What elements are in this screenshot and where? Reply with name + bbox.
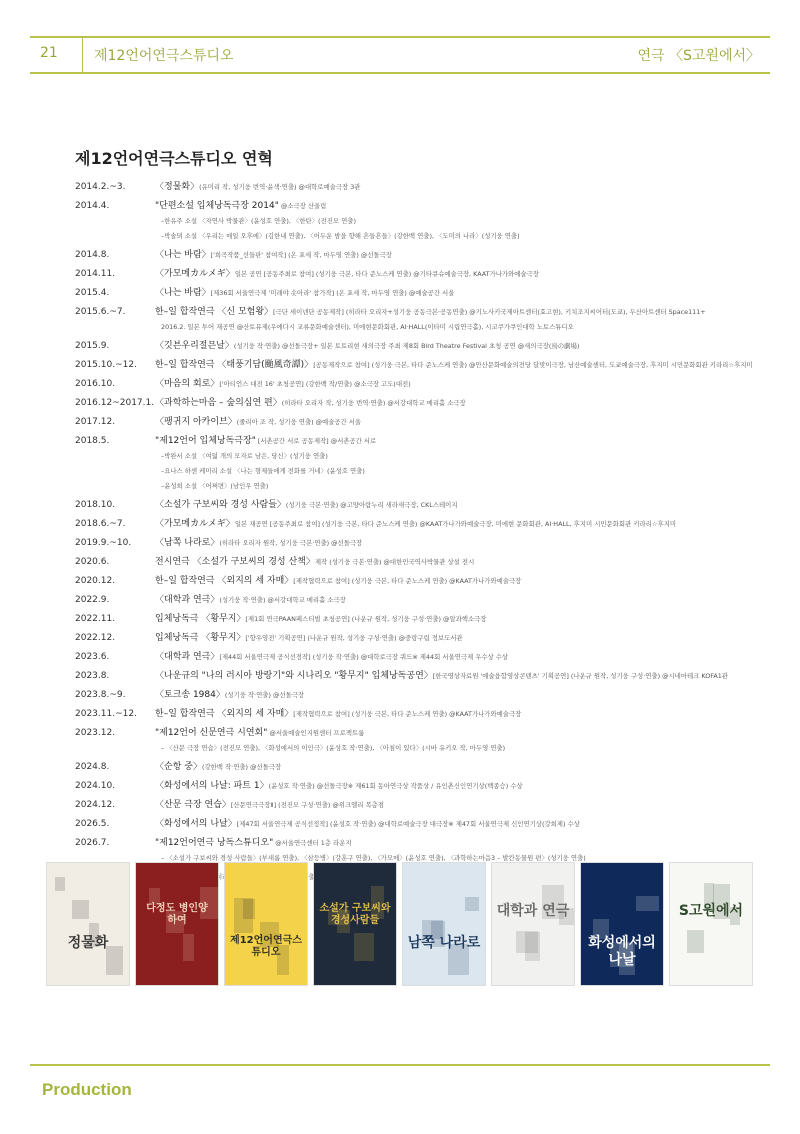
history-row <box>75 517 765 532</box>
history-row <box>75 798 765 813</box>
history-content <box>155 707 765 722</box>
work-info: @서울연극센터 1층 라운지 <box>273 839 352 847</box>
poster-title: 대학과 연극 <box>496 903 570 919</box>
history-row <box>75 267 765 282</box>
poster-title: S고원에서 <box>678 903 744 919</box>
poster-art <box>403 863 486 986</box>
history-content <box>155 358 765 373</box>
poster-title: 남쪽 나라로 <box>407 935 481 951</box>
work-info: –박완서 소설 〈여덟 개의 모자로 남은, 당신〉(성기웅 연출) <box>161 452 328 460</box>
poster-shape <box>636 896 659 911</box>
production-poster <box>580 862 664 986</box>
history-content <box>155 741 765 756</box>
header-right-title: 연극 〈S고원에서〉 <box>637 48 760 64</box>
poster-title: 다정도 병인양 하여 <box>146 903 208 926</box>
work-info: (성기웅 극본·연출) @고양아람누리 새라새극장, CKL스테이지 <box>285 501 458 509</box>
history-date: 2014.8. <box>75 250 110 260</box>
work-title: 〈팽귀지 아카이브〉 <box>155 417 237 427</box>
history-subrow <box>75 741 765 756</box>
history-content <box>155 434 765 449</box>
poster-art <box>47 863 130 986</box>
poster-art <box>225 863 308 986</box>
work-title: 〈마음의 회로〉 <box>155 379 220 389</box>
history-date: 2019.9.~10. <box>75 538 132 548</box>
poster-shape <box>234 898 253 933</box>
work-title: 〈깃븐우리절믄날〉 <box>155 341 234 351</box>
work-title: 〈가모메カルメギ〉 <box>155 269 235 279</box>
footer-label: Production <box>42 1080 132 1099</box>
history-date: 2014.2.~3. <box>75 182 126 192</box>
history-date: 2026.7. <box>75 838 110 848</box>
work-info: ['희곡작품_선들판' 참여작] (온 포세 작, 마두영 연출) @선돌극장 <box>210 251 392 259</box>
history-date: 2014.11. <box>75 269 116 279</box>
history-content <box>155 779 765 794</box>
history-row <box>75 707 765 722</box>
history-content <box>155 199 765 214</box>
section-title: 제12언어연극스튜디오 <box>94 48 234 64</box>
work-info: @소극장 산울림 <box>278 202 327 210</box>
history-date: 2022.11. <box>75 614 116 624</box>
work-info: [극단 세이넨단 공동제작] (히라타 오리자+성기웅 공동극본·공동연출) @기노사키국제아트센터(효고현), 키치조지씨어터(도쿄), 두산아트센터 Space111+ <box>273 308 706 316</box>
history-content <box>155 464 765 479</box>
history-content <box>155 517 765 532</box>
history-date: 2022.12. <box>75 633 116 643</box>
history-row <box>75 358 765 373</box>
poster-shape <box>55 877 65 891</box>
work-info: (유미리 작, 성기웅 번역·윤색·연출) @대학로예술극장 3관 <box>199 183 361 191</box>
history-row <box>75 305 765 320</box>
work-info: 일본 재공연 [공동주최로 참여] (성기웅 극본, 타다 준노스케 연출) @KAAT가나가와예술극장, 미에현 문화회관, AI·HALL, 후지미 시민문화회관 키라리☆후지미 <box>234 520 677 528</box>
work-title: "단편소설 입체낭독극장 2014" <box>155 201 279 211</box>
history-row <box>75 836 765 851</box>
work-info: [산문연극극장Ⅱ] (전진모 구성·연출) @위크엘리 복층점 <box>230 801 385 809</box>
history-subrow <box>75 449 765 464</box>
work-title: 〈정물화〉 <box>155 182 200 192</box>
history-content <box>155 688 765 703</box>
history-content <box>155 536 765 551</box>
history-date: 2026.5. <box>75 819 110 829</box>
history-date: 2024.12. <box>75 800 116 810</box>
history-date: 2018.10. <box>75 500 116 510</box>
history-row <box>75 377 765 392</box>
history-subrow <box>75 320 765 335</box>
work-title: 〈순항 중〉 <box>155 762 202 772</box>
history-date: 2016.10. <box>75 379 116 389</box>
history-row <box>75 396 765 411</box>
history-date: 2023.11.~12. <box>75 709 137 719</box>
work-title: 〈화성에서의 나날: 파트 1〉 <box>155 781 269 791</box>
history-row <box>75 631 765 646</box>
history-content <box>155 267 765 282</box>
history-content <box>155 760 765 775</box>
work-title: "제12언어연극 낭독스튜디오" <box>155 838 274 848</box>
poster-art <box>670 863 753 986</box>
history-content <box>155 798 765 813</box>
work-info: ['아티언스 대전 16' 초청공연] (강한백 작/연출) @소극장 고도(대전) <box>219 380 411 388</box>
history-content <box>155 817 765 832</box>
history-date: 2015.6.~7. <box>75 307 126 317</box>
work-info: [제36회 서울연극제 '미래야 솟아라' 참가작] (온 포세 작, 마두영 연출) @예술공간 서울 <box>210 289 455 297</box>
work-info: –윤성희 소설 〈어쩌면〉(남인우 연출) <box>161 482 269 490</box>
header-bar <box>30 36 770 74</box>
history-list <box>75 180 765 885</box>
production-poster <box>491 862 575 986</box>
work-info: (성기웅 작·연출) @서강대학교 메리홀 소극장 <box>219 596 346 604</box>
history-content <box>155 305 765 320</box>
work-info: @서울예술인지원센터 프로젝트룸 <box>267 729 365 737</box>
history-content <box>155 248 765 263</box>
history-content <box>155 593 765 608</box>
poster-title: 제12언어연극스튜디오 <box>230 935 302 958</box>
history-date: 2024.8. <box>75 762 110 772</box>
history-date: 2020.6. <box>75 557 110 567</box>
history-date: 2023.12. <box>75 728 116 738</box>
history-date: 2023.8. <box>75 671 110 681</box>
production-poster <box>669 862 753 986</box>
history-content <box>155 726 765 741</box>
history-date: 2015.9. <box>75 341 110 351</box>
history-row <box>75 248 765 263</box>
history-date: 2016.12~2017.1. <box>75 398 155 408</box>
work-title: "제12언어 입체낭독극장" <box>155 436 256 446</box>
work-title: 〈남쪽 나라로〉 <box>155 538 220 548</box>
work-info: (강한백 작·연출) @선돌극장 <box>201 763 282 771</box>
history-row <box>75 817 765 832</box>
history-content <box>155 320 765 335</box>
work-title: 〈가모메カルメギ〉 <box>155 519 235 529</box>
work-title: 입체낭독극 〈황무지〉 <box>155 614 246 624</box>
work-info: [한국영상자료원 '예술융합영상콘텐츠' 기획공연] (나운규 원작, 성기웅 구성·연출) @시네마테크 KOFA1관 <box>432 672 728 680</box>
work-title: 입체낭독극 〈황무지〉 <box>155 633 246 643</box>
history-row <box>75 779 765 794</box>
history-row <box>75 555 765 570</box>
work-info: –요나스 하센 케미리 소설 〈나는 형제들에게 전화를 거네〉(윤성호 연출) <box>161 467 365 475</box>
history-row <box>75 650 765 665</box>
history-date: 2017.12. <box>75 417 116 427</box>
history-subrow <box>75 479 765 494</box>
history-content <box>155 377 765 392</box>
history-date: 2018.5. <box>75 436 110 446</box>
work-title: 〈나는 바람〉 <box>155 250 211 260</box>
history-content <box>155 612 765 627</box>
history-row <box>75 536 765 551</box>
history-row <box>75 180 765 195</box>
work-info: – 〈산문 극장 연습〉(전진모 연출), 〈화성에서의 이인극〉(윤성호 작·연출), 〈아침이 있다〉(시바 유키오 작, 마두영 연출) <box>161 744 506 752</box>
history-subrow <box>75 464 765 479</box>
poster-strip <box>46 862 753 986</box>
history-content <box>155 415 765 430</box>
history-heading: 제12언어연극스튜디오 연혁 <box>75 149 273 168</box>
work-title: 전시연극 〈소설가 구보씨의 경성 산책〉 <box>155 557 315 567</box>
history-subrow <box>75 229 765 244</box>
work-info: (윤성호 작·연출) @선돌극장※ 제61회 동아연극상 작품상 / 유인촌신인연기상(백종승) 수상 <box>268 782 523 790</box>
work-title: 한–일 합작연극 〈신 모험왕〉 <box>155 307 274 317</box>
production-poster <box>135 862 219 986</box>
history-content <box>155 631 765 646</box>
history-date: 2022.9. <box>75 595 110 605</box>
work-title: 〈나는 바람〉 <box>155 288 211 298</box>
work-info: [제44회 서울연극제 공식선정작] (성기웅 작·연출) @대학로극장 쿼드※ 제44회 서울연극제 우수상 수상 <box>219 653 509 661</box>
history-date: 2023.8.~9. <box>75 690 126 700</box>
history-row <box>75 760 765 775</box>
work-info: [서촌공간 서로 공동제작] @서촌공간 서로 <box>255 437 377 445</box>
poster-title: 화성에서의 나날 <box>588 935 656 968</box>
history-subrow <box>75 214 765 229</box>
history-row <box>75 199 765 214</box>
history-content <box>155 555 765 570</box>
history-content <box>155 669 765 684</box>
history-row <box>75 339 765 354</box>
work-info: ['향우영전' 기획공연] (나운규 원작, 성기웅 구성·연출) @중랑구립 정보도서관 <box>245 634 463 642</box>
work-info: (줄리아 조 작, 성기웅 연출) @예술공간 서울 <box>236 418 362 426</box>
work-info: [제1회 연극PAAN페스티벌 초청공연] (나운규 원작, 성기웅 구성·연출) @알과핵소극장 <box>245 615 487 623</box>
history-content <box>155 339 765 354</box>
history-row <box>75 669 765 684</box>
history-content <box>155 396 765 411</box>
poster-shape <box>687 930 704 953</box>
header-divider <box>82 38 83 72</box>
work-info: (성기웅 작·연출) @선돌극장+ 일본 토토리현 새의극장 주최 제8회 Bird Theatre Festival 초청 공연 @새의극장(鳥の劇場) <box>233 342 580 350</box>
history-date: 2015.10.~12. <box>75 360 137 370</box>
history-date: 2020.12. <box>75 576 116 586</box>
work-title: "제12언어 신문연극 시연회" <box>155 728 268 738</box>
history-content <box>155 449 765 464</box>
history-content <box>155 498 765 513</box>
work-info: –박솔뫼 소설 〈우리는 매일 오후에〉(김한내 연출), 〈어두운 밤을 향해 흔들흔들〉(강한백 연출), 〈도미의 나라〉(성기웅 연출) <box>161 232 520 240</box>
work-info: 2016.2. 일본 투어 재공연 @산토뮤제(우에다시 교류문화예술센터), 미에현문화회관, AI·HALL(이타미 시립연극홀), 시코쿠가쿠인대학 노토스튜디오 <box>161 323 574 331</box>
poster-shape <box>72 900 89 919</box>
work-title: 〈토크송 1984〉 <box>155 690 225 700</box>
work-title: 〈산문 극장 연습〉 <box>155 800 231 810</box>
history-row <box>75 286 765 301</box>
work-info: (히라타 오리자 원작, 성기웅 극본·연출) @선돌극장 <box>219 539 363 547</box>
work-title: 한–일 합작연극 〈외지의 세 자매〉 <box>155 576 294 586</box>
poster-shape <box>516 931 538 953</box>
work-title: 〈과학하는마음 – 숲의심연 편〉 <box>155 398 282 408</box>
history-row <box>75 574 765 589</box>
production-poster <box>46 862 130 986</box>
footer-rule <box>30 1064 770 1066</box>
work-info: 일본 공연 [공동주최로 참여] (성기웅 극본, 타다 준노스케 연출) @기타큐슈예술극장, KAAT가나가와예술극장 <box>234 270 539 278</box>
poster-shape <box>465 897 479 911</box>
history-content <box>155 479 765 494</box>
production-poster <box>402 862 486 986</box>
work-title: 〈대학과 연극〉 <box>155 595 220 605</box>
history-row <box>75 688 765 703</box>
work-info: (히라타 오리자 작, 성기웅 번역·연출) @서강대학교 메리홀 소극장 <box>281 399 466 407</box>
history-row <box>75 498 765 513</box>
poster-shape <box>183 934 194 961</box>
work-info: [제작협력으로 참여] (성기웅 극본, 타다 준노스케 연출) @KAAT가나가와예술극장 <box>293 577 522 585</box>
production-poster <box>313 862 397 986</box>
work-title: 〈화성에서의 나날〉 <box>155 819 237 829</box>
history-content <box>155 180 765 195</box>
history-content <box>155 650 765 665</box>
history-content <box>155 286 765 301</box>
work-title: 〈나운규의 "나의 러시아 방랑기"와 시나리오 "황무지" 입체낭독공연〉 <box>155 671 433 681</box>
history-content <box>155 574 765 589</box>
history-date: 2018.6.~7. <box>75 519 126 529</box>
work-info: [제작협력으로 참여] (성기웅 극본, 타다 준노스케 연출) @KAAT가나가와예술극장 <box>293 710 522 718</box>
history-date: 2014.4. <box>75 201 110 211</box>
history-row <box>75 612 765 627</box>
history-row <box>75 726 765 741</box>
poster-art <box>492 863 575 986</box>
history-date: 2024.10. <box>75 781 116 791</box>
work-title: 〈소설가 구보씨와 경성 사람들〉 <box>155 500 286 510</box>
work-info: [제47회 서울연극제 공식선정작] (윤성호 작·연출) @대학로예술극장 대극장※ 제47회 서울연극제 신인연기상(강희제) 수상 <box>236 820 580 828</box>
work-info: (성기웅 작·연출) @선돌극장 <box>224 691 305 699</box>
poster-shape <box>354 933 374 961</box>
poster-title: 소설가 구보씨와 경성사람들 <box>319 903 391 926</box>
history-content <box>155 229 765 244</box>
work-info: [공동제작으로 참여] (성기웅 극본, 타다 준노스케 연출) @안산문화예술의전당 달맞이극장, 남산예술센터, 도쿄예술극장, 후지미 시민문화회관 키라리☆후지미 <box>313 361 753 369</box>
page-number: 21 <box>40 45 58 61</box>
work-info: – 〈소설가 구보씨와 경성 사람들〉(부새롬 연출), 〈삼등병〉(강훈구 연출), 〈가모메〉(윤성호 연출), 〈과학하는마음3 – 발칸동물원 편〉(성기웅 연출) <box>161 854 586 862</box>
production-poster <box>224 862 308 986</box>
poster-title: 정물화 <box>67 935 109 951</box>
work-title: 〈대학과 연극〉 <box>155 652 220 662</box>
work-info: –한유주 소설 〈자연사 박물관〉(윤성호 연출), 〈한탄〉(전진모 연출) <box>161 217 356 225</box>
work-title: 한–일 합작연극 〈태풍기담(颱風奇譚)〉 <box>155 360 314 370</box>
history-row <box>75 593 765 608</box>
work-title: 한–일 합작연극 〈외지의 세 자매〉 <box>155 709 294 719</box>
history-date: 2015.4. <box>75 288 110 298</box>
history-content <box>155 214 765 229</box>
work-info: 제작 (성기웅 극본·연출) @대한민국역사박물관 상설 전시 <box>314 558 475 566</box>
history-date: 2023.6. <box>75 652 110 662</box>
history-content <box>155 836 765 851</box>
history-row <box>75 415 765 430</box>
history-row <box>75 434 765 449</box>
